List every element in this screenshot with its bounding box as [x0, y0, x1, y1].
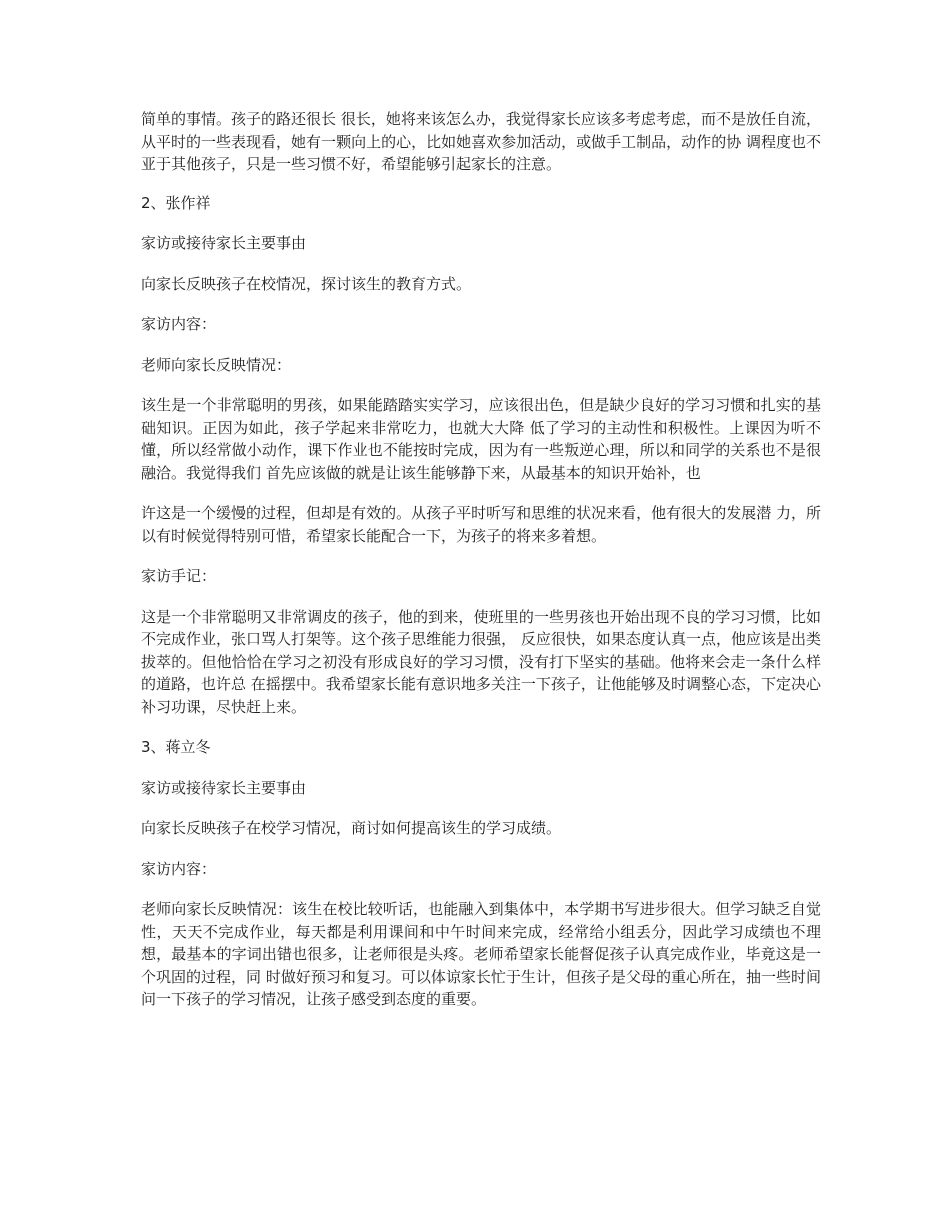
teacher-label: 老师向家长反映情况：: [141, 355, 292, 374]
content-label: 家访内容：: [141, 315, 217, 333]
reason-text: 向家长反映孩子在校情况，探讨该生的教育方式。: [141, 274, 472, 293]
teacher-report-continued: 许这是一个缓慢的过程，但却是有效的。从孩子平时听写和思维的状况来看，他有很大的发展潜 力，所以有时候觉得特别可惜，希望家长能配合一下，为孩子的将来多着想。: [141, 504, 821, 545]
section-heading-2: 2、张作祥: [141, 193, 211, 212]
reason-text: 向家长反映孩子在校学习情况，商讨如何提高该生的学习成绩。: [141, 819, 562, 837]
section-heading-3: 3、蒋立冬: [141, 738, 211, 756]
document-body: [141, 108, 821, 1011]
content-label: 家访内容：: [141, 859, 217, 878]
teacher-report-paragraph: 该生是一个非常聪明的男孩，如果能踏踏实实学习，应该很出色，但是缺少良好的学习习惯和扎实的基础知识。正因为如此，孩子学起来非常吃力，也就大大降 低了学习的主动性和积极性。上课因为听不懂，所以经常做小动作，课下作业也不能按时完成，因为有一些叛逆心理，所以和同学的关系也不是很融洽。我觉得我们 首先应该做的就是让该生能够静下来，从最基本的知识开始补，也: [141, 396, 821, 482]
reason-label: 家访或接待家长主要事由: [141, 234, 307, 252]
notes-paragraph: 这是一个非常聪明又非常调皮的孩子，他的到来，使班里的一些男孩也开始出现不良的学习习惯，比如不完成作业，张口骂人打架等。这个孩子思维能力很强， 反应很快，如果态度认真一点，他应该是出类拔萃的。但他恰恰在学习之初没有形成良好的学习习惯，没有打下坚实的基础。他将来会走一条什么样的道路，也许总 在摇摆中。我希望家长能有意识地多关注一下孩子，让他能够及时调整心态，下定决心补习功课，尽快赶上来。: [141, 607, 821, 716]
teacher-report-paragraph: 老师向家长反映情况：该生在校比较听话，也能融入到集体中，本学期书写进步很大。但学习缺乏自觉性，天天不完成作业，每天都是利用课间和中午时间来完成，经常给小组丢分，因此学习成绩也不理想，最基本的字词出错也很多，让老师很是头疼。老师希望家长能督促孩子认真完成作业，毕竟这是一个巩固的过程，同 时做好预习和复习。可以体谅家长忙于生计，但孩子是父母的重心所在，抽一些时间问一下孩子的学习情况，让孩子感受到态度的重要。: [141, 900, 821, 1008]
notes-label: 家访手记：: [141, 567, 217, 585]
intro-paragraph: 简单的事情。孩子的路还很长 很长，她将来该怎么办，我觉得家长应该多考虑考虑，而不是放任自流，从平时的一些表现看，她有一颗向上的心，比如她喜欢参加活动，或做手工制品，动作的协 调程度也不亚于其他孩子，只是一些习惯不好，希望能够引起家长的注意。: [141, 110, 821, 173]
reason-label: 家访或接待家长主要事由: [141, 778, 307, 797]
